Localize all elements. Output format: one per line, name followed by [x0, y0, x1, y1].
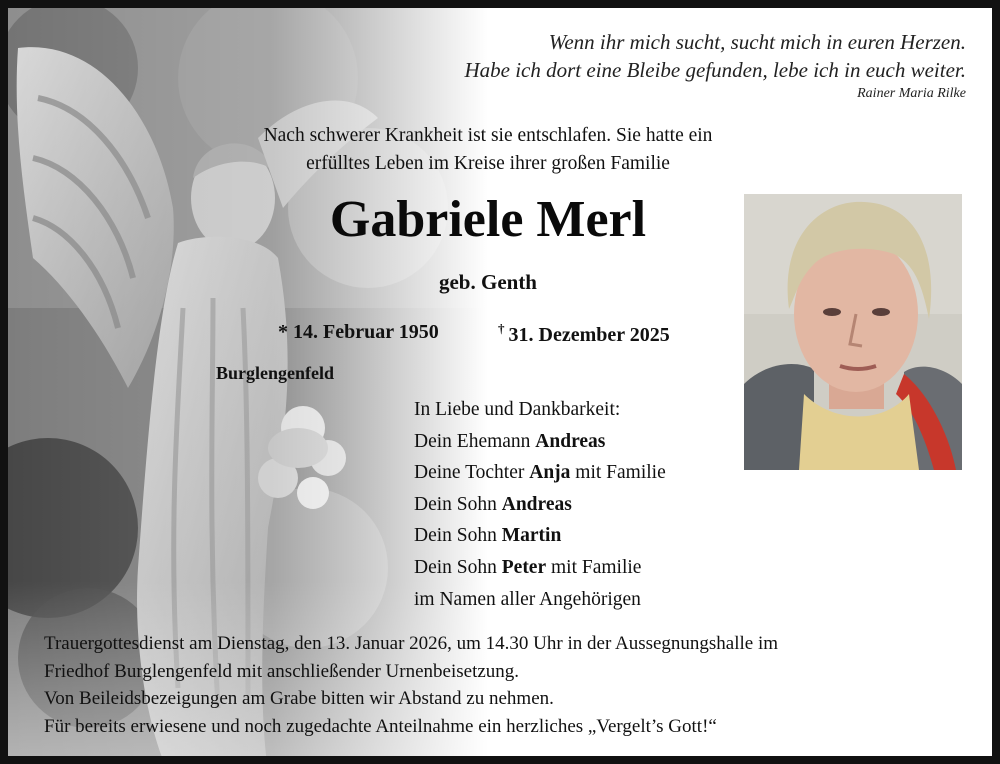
- mourner-relation: Dein Ehemann: [414, 430, 536, 452]
- service-line-1: Trauergottesdienst am Dienstag, den 13. Januar 2026, um 14.30 Uhr in der Aussegnungshalle im: [44, 633, 779, 654]
- service-line-2: Friedhof Burglengenfeld mit anschließender Urnenbeisetzung.: [44, 660, 520, 682]
- intro-line-1: Nach schwerer Krankheit ist sie entschlafen. Sie hatte ein: [263, 125, 713, 146]
- mourner-line: [414, 426, 666, 458]
- intro-line-2: erfülltes Leben im Kreise ihrer großen Familie: [306, 153, 670, 174]
- death-date: 31. Dezember 2025: [508, 324, 670, 346]
- mourner-line: [414, 489, 666, 521]
- rilke-quote: [406, 28, 966, 104]
- quote-line-1: Wenn ihr mich sucht, sucht mich in euren Herzen.: [548, 30, 966, 54]
- portrait-photo: [744, 194, 962, 470]
- mourner-suffix: mit Familie: [546, 556, 642, 578]
- mourners-list: [414, 394, 666, 615]
- mourner-name: Martin: [501, 525, 562, 547]
- cross-symbol: †: [498, 321, 505, 336]
- death-date-line: [498, 321, 670, 347]
- mourner-name: Andreas: [535, 430, 606, 452]
- mourners-heading: In Liebe und Dankbarkeit:: [414, 399, 621, 420]
- portrait-photo-image: [744, 194, 962, 470]
- hometown: Burglengenfeld: [216, 363, 335, 383]
- thanks-line: Für bereits erwiesene und noch zugedachte Anteilnahme ein herzliches „Vergelt’s Gott!“: [44, 715, 717, 737]
- mourner-relation: Dein Sohn: [414, 556, 502, 578]
- quote-line-2: Habe ich dort eine Bleibe gefunden, lebe ich in euch weiter.: [464, 58, 966, 82]
- quote-author: Rainer Maria Rilke: [857, 86, 966, 101]
- mourner-name: Peter: [501, 556, 547, 578]
- deceased-name: Gabriele Merl: [329, 191, 647, 248]
- service-info: [44, 630, 974, 740]
- mourner-relation: Dein Sohn: [414, 493, 502, 515]
- mourner-line: [414, 457, 666, 489]
- mourner-relation: Dein Sohn: [414, 525, 502, 547]
- mourner-relation: Deine Tochter: [414, 462, 530, 484]
- mourner-name: Andreas: [501, 493, 572, 515]
- mourner-line: [414, 552, 666, 584]
- mourner-name: Anja: [529, 462, 571, 484]
- intro-text: [208, 122, 768, 178]
- maiden-name: geb. Genth: [438, 270, 537, 294]
- mourner-line: [414, 520, 666, 552]
- condolence-line: Von Beileidsbezeigungen am Grabe bitten wir Abstand zu nehmen.: [44, 688, 554, 709]
- mourner-suffix: mit Familie: [570, 462, 666, 484]
- birth-date: * 14. Februar 1950: [278, 321, 439, 343]
- mourners-closing: im Namen aller Angehörigen: [414, 588, 641, 610]
